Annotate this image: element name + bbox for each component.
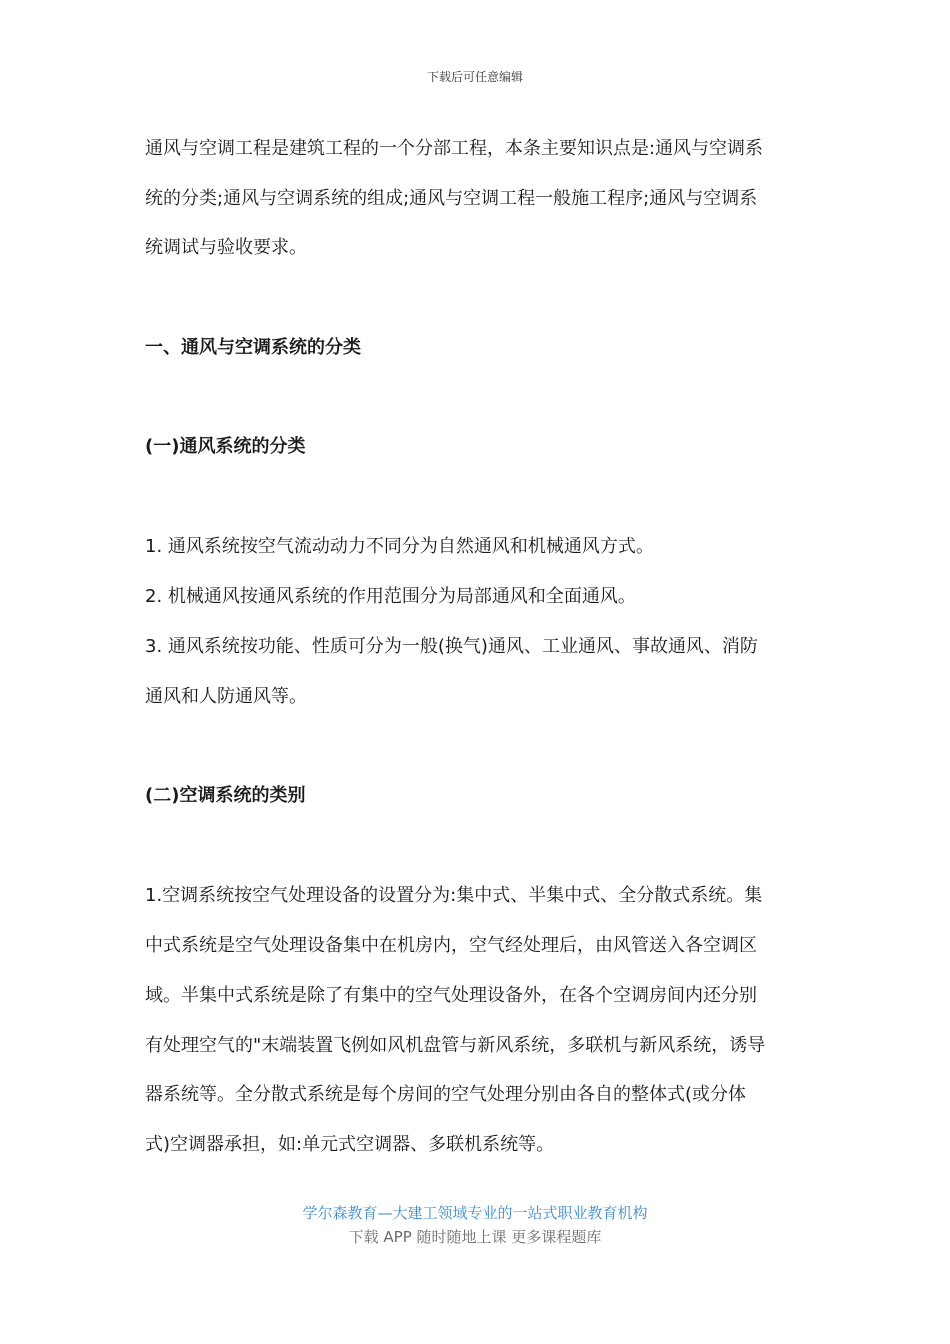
intro-line: 统的分类;通风与空调系统的组成;通风与空调工程一般施工程序;通风与空调系 [145, 188, 758, 209]
subsection-heading: (二)空调系统的类别 [145, 785, 306, 806]
intro-line: 统调试与验收要求。 [145, 237, 307, 258]
list-item: 2. 机械通风按通风系统的作用范围分为局部通风和全面通风。 [145, 586, 636, 607]
list-item: 3. 通风系统按功能、性质可分为一般(换气)通风、工业通风、事故通风、消防 [145, 636, 758, 657]
list-item: 1. 通风系统按空气流动动力不同分为自然通风和机械通风方式。 [145, 536, 654, 557]
list-item-continuation: 通风和人防通风等。 [145, 686, 307, 707]
paragraph-line: 中式系统是空气处理设备集中在机房内，空气经处理后，由风管送入各空调区 [145, 935, 757, 956]
header-note: 下载后可任意编辑 [426, 70, 523, 84]
paragraph-line: 式)空调器承担，如:单元式空调器、多联机系统等。 [145, 1134, 555, 1155]
footer-tagline: 下载 APP 随时随地上课 更多课程题库 [348, 1228, 602, 1246]
paragraph-line: 域。半集中式系统是除了有集中的空气处理设备外，在各个空调房间内还分别 [145, 985, 757, 1006]
intro-line: 通风与空调工程是建筑工程的一个分部工程，本条主要知识点是:通风与空调系 [145, 138, 764, 159]
paragraph-line: 有处理空气的"末端装置飞例如风机盘管与新风系统，多联机与新风系统，诱导 [145, 1035, 766, 1056]
subsection-heading: (一)通风系统的分类 [145, 436, 306, 457]
paragraph-line: 器系统等。全分散式系统是每个房间的空气处理分别由各自的整体式(或分体 [145, 1084, 747, 1105]
section-heading: 一、通风与空调系统的分类 [145, 337, 361, 358]
footer-brand: 学尔森教育—大建工领域专业的一站式职业教育机构 [302, 1204, 648, 1222]
paragraph-line: 1.空调系统按空气处理设备的设置分为:集中式、半集中式、全分散式系统。集 [145, 885, 763, 906]
